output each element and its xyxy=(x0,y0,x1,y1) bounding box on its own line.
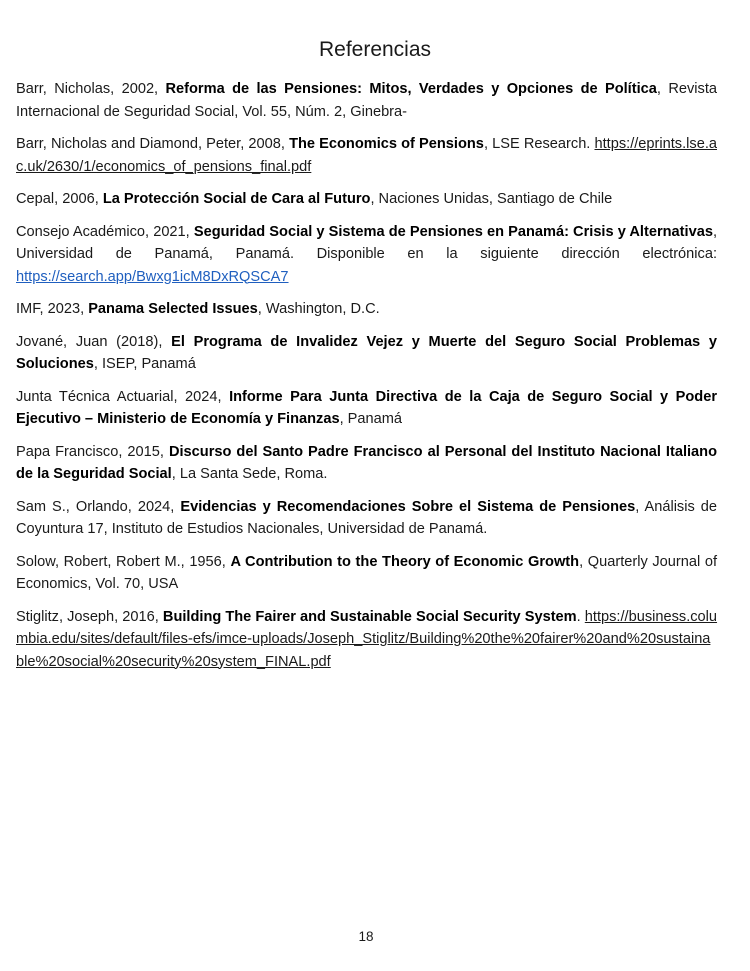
reference-item xyxy=(16,551,717,596)
reference-authors: Barr, Nicholas and Diamond, Peter, 2008, xyxy=(16,136,290,152)
reference-source: , ISEP, Panamá xyxy=(93,356,196,372)
reference-authors: Junta Técnica Actuarial, 2024, xyxy=(16,388,230,405)
reference-source: , Panamá xyxy=(339,411,403,427)
reference-authors: Stiglitz, Joseph, 2016, xyxy=(16,608,163,625)
reference-hyperlink[interactable]: https://search.app/Bwxg1icM8DxRQSCA7 xyxy=(16,268,289,285)
reference-title: Panama Selected Issues xyxy=(88,301,258,317)
reference-title: La Protección Social de Cara al Futuro xyxy=(102,191,371,207)
reference-item xyxy=(16,78,717,123)
reference-source: . xyxy=(576,608,585,625)
reference-title: Discurso del Santo Padre Francisco al Personal del Instituto Nacional Italiano de la Seguridad Social xyxy=(16,443,717,482)
reference-source: , LSE Research. xyxy=(483,136,595,152)
reference-authors: Jované, Juan (2018), xyxy=(16,333,172,350)
reference-authors: Cepal, 2006, xyxy=(16,191,103,207)
reference-title: Seguridad Social y Sistema de Pensiones en Panamá: Crisis y Alternativas xyxy=(193,223,713,240)
page-number: 18 xyxy=(358,929,374,944)
reference-url-link[interactable]: https://eprints.lse.ac.uk/2630/1/economics_of_pensions_final.pdf xyxy=(16,136,717,175)
reference-source: , Análisis de Coyuntura 17, Instituto de Estudios Nacionales, Universidad de Panamá. xyxy=(16,498,718,537)
reference-item xyxy=(16,133,717,178)
reference-source: , Quarterly Journal of Economics, Vol. 70, USA xyxy=(16,553,717,592)
reference-item xyxy=(16,298,717,321)
reference-item xyxy=(16,188,717,211)
reference-list xyxy=(16,78,717,683)
page-title: Referencias xyxy=(318,38,432,61)
reference-item xyxy=(16,496,717,541)
reference-source: , Naciones Unidas, Santiago de Chile xyxy=(370,191,613,207)
reference-item xyxy=(16,221,717,289)
reference-title: Building The Fairer and Sustainable Social Security System xyxy=(162,608,577,625)
reference-item xyxy=(16,441,717,486)
reference-item xyxy=(16,331,717,376)
reference-title: A Contribution to the Theory of Economic Growth xyxy=(230,553,580,570)
reference-authors: Consejo Académico, 2021, xyxy=(16,223,194,240)
reference-title: The Economics of Pensions xyxy=(289,136,484,152)
reference-title: Informe Para Junta Directiva de la Caja de Seguro Social y Poder Ejecutivo – Ministerio de Economía y Finanzas xyxy=(16,388,717,427)
reference-url-link[interactable]: https://business.columbia.edu/sites/default/files-efs/imce-uploads/Joseph_Stiglitz/Building%20the%20fairer%20and%20sustainable%20social%20security%20system_FINAL.pdf xyxy=(16,608,718,670)
reference-title: Reforma de las Pensiones: Mitos, Verdades y Opciones de Política xyxy=(165,81,657,97)
reference-title: Evidencias y Recomendaciones Sobre el Sistema de Pensiones xyxy=(180,498,636,515)
reference-source: , Washington, D.C. xyxy=(257,301,380,317)
reference-title: El Programa de Invalidez Vejez y Muerte del Seguro Social Problemas y Soluciones xyxy=(16,333,717,372)
reference-authors: Sam S., Orlando, 2024, xyxy=(16,498,181,515)
reference-item xyxy=(16,386,717,431)
reference-source: , Revista Internacional de Seguridad Social, Vol. 55, Núm. 2, Ginebra- xyxy=(16,81,717,120)
reference-authors: Papa Francisco, 2015, xyxy=(16,443,169,460)
reference-item xyxy=(16,606,717,674)
reference-authors: Barr, Nicholas, 2002, xyxy=(16,81,166,97)
reference-source: , La Santa Sede, Roma. xyxy=(171,466,328,482)
reference-authors: IMF, 2023, xyxy=(16,301,89,317)
reference-source: , Universidad de Panamá, Panamá. Disponible en la siguiente dirección electrónica: xyxy=(16,223,718,262)
reference-authors: Solow, Robert, Robert M., 1956, xyxy=(16,553,231,570)
